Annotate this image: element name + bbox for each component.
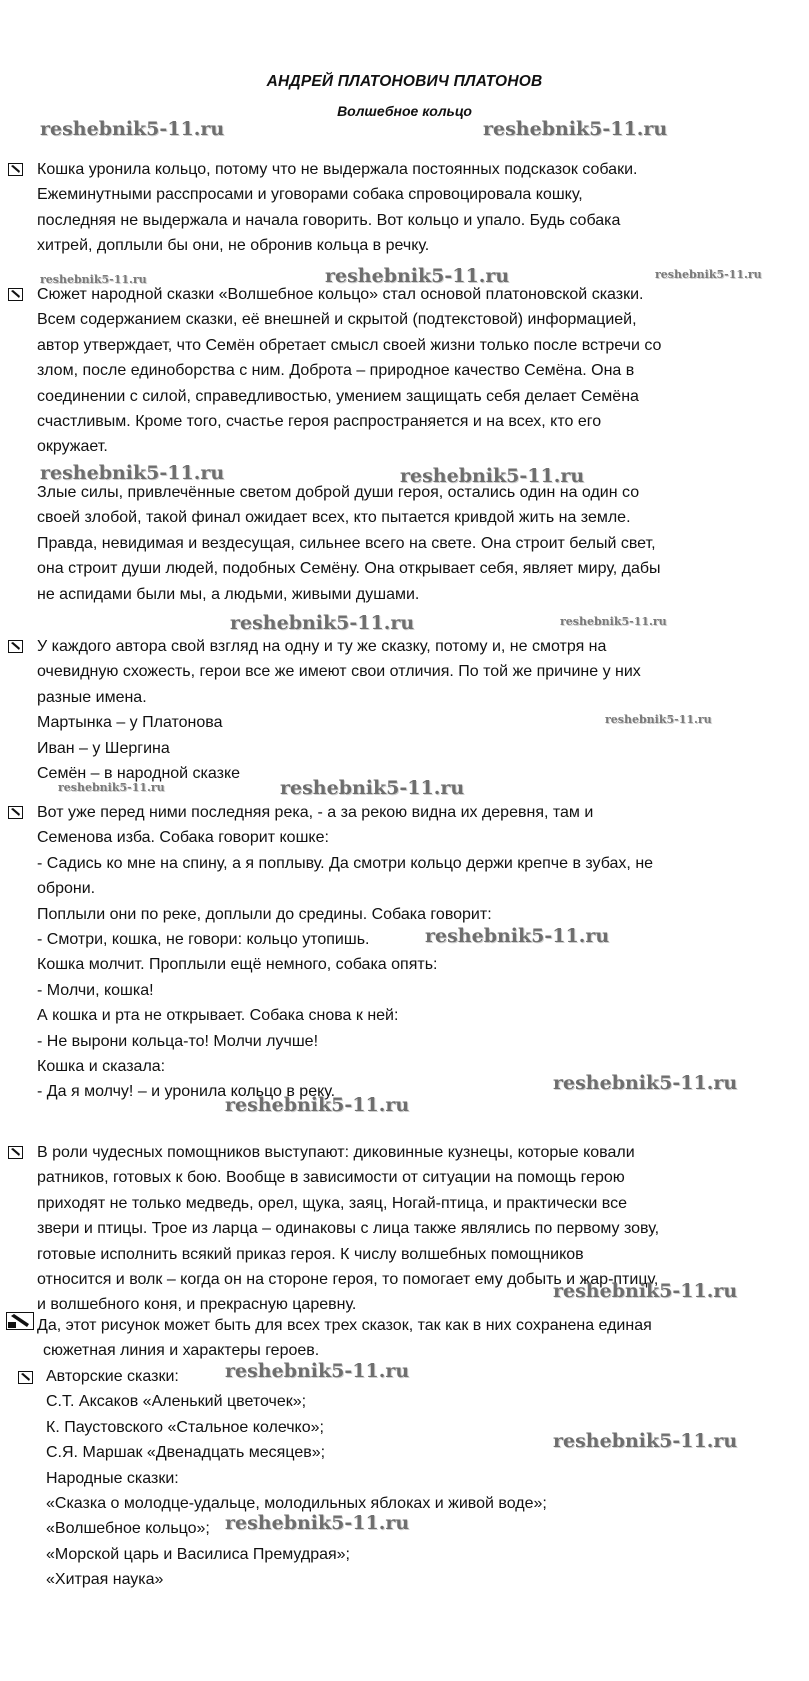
watermark: reshebnik5-11.ru [325,265,510,287]
text-line: «Хитрая наука» [46,1571,164,1589]
answer-4 [37,800,757,1105]
watermark: reshebnik5-11.ru [40,118,225,140]
text-line: - Да я молчу! – и уронила кольцо в реку. [37,1083,336,1101]
text-line: относится и волк – когда он на стороне героя, то помогает ему добыть и жар-птицу, [37,1271,659,1289]
pencil-icon [8,288,23,301]
pencil-icon [8,806,23,819]
pencil-icon [8,1146,23,1159]
answer-2 [37,282,757,460]
text-line: - Не вырони кольца-то! Молчи лучше! [37,1032,319,1050]
text-line: она строит души людей, подобных Семёну. Она открывает себя, являет миру, дабы [37,560,661,578]
text-line: приходят не только медведь, орел, щука, заяц, Ногай-птица, и практически все [37,1194,627,1212]
text-line: соединении с силой, справедливостью, умением защищать себя делает Семёна [37,387,639,405]
text-line: Всем содержанием сказки, её внешней и скрытой (подтекстовой) информацией, [37,311,637,329]
text-line: Поплыли они по реке, доплыли до средины. Собака говорит: [37,905,492,923]
text-line: Злые силы, привлечённые светом доброй души героя, остались один на один со [37,484,640,501]
pencil-icon [8,163,23,176]
text-line: счастливым. Кроме того, счастье героя распространяется и на всех, кто его [37,413,602,431]
text-line: - Садись ко мне на спину, а я поплыву. Да смотри кольцо держи крепче в зубах, не [37,854,654,872]
watermark: reshebnik5-11.ru [425,925,610,947]
text-line: окружает. [37,438,108,456]
pencil-icon [6,1312,34,1330]
watermark: reshebnik5-11.ru [553,1072,738,1094]
text-line: последняя не выдержала и начала говорить. Вот кольцо и упало. Будь собака [37,211,621,229]
text-line: Авторские сказки: [46,1368,179,1385]
watermark: reshebnik5-11.ru [655,268,762,281]
watermark: reshebnik5-11.ru [225,1360,410,1382]
text-line: Иван – у Шергина [37,739,170,757]
text-line: В роли чудесных помощников выступают: диковинные кузнецы, которые ковали [37,1144,635,1161]
text-line: Ежеминутными расспросами и уговорами собака спровоцировала кошку, [37,186,583,204]
text-line: и волшебного коня, и прекрасную царевну. [37,1296,357,1314]
text-line: сюжетная линия и характеры героев. [43,1342,320,1360]
text-line: очевидную схожесть, герои все же имеют свои отличия. По той же причине у них [37,663,641,681]
text-line: Кошка молчит. Проплыли ещё немного, собака опять: [37,956,438,974]
text-line: - Молчи, кошка! [37,981,154,999]
text-line: ратников, готовых к бою. Вообще в зависимости от ситуации на помощь герою [37,1169,625,1187]
watermark: reshebnik5-11.ru [225,1094,410,1116]
watermark: reshebnik5-11.ru [605,713,712,726]
answer-2-continued [37,480,757,607]
text-line: Народные сказки: [46,1469,179,1487]
text-line: Да, этот рисунок может быть для всех трех сказок, так как в них сохранена единая [37,1317,652,1334]
watermark: reshebnik5-11.ru [560,615,667,628]
watermark: reshebnik5-11.ru [553,1280,738,1302]
text-line: - Смотри, кошка, не говори: кольцо утопишь. [37,931,370,949]
text-line: А кошка и рта не открывает. Собака снова к ней: [37,1007,399,1025]
text-line: С.Т. Аксаков «Аленький цветочек»; [46,1393,307,1411]
text-line: К. Паустовского «Стальное колечко»; [46,1418,324,1436]
pencil-icon [8,640,23,653]
watermark: reshebnik5-11.ru [225,1512,410,1534]
text-line: Кошка и сказала: [37,1058,166,1076]
watermark: reshebnik5-11.ru [230,612,415,634]
text-line: оброни. [37,880,96,898]
text-line: своей злобой, такой финал ожидает всех, кто пытается кривдой жить на земле. [37,509,631,527]
text-line: Кошка уронила кольцо, потому что не выдержала постоянных подсказок собаки. [37,161,638,178]
text-line: С.Я. Маршак «Двенадцать месяцев»; [46,1444,326,1462]
text-line: разные имена. [37,688,147,706]
text-line: «Волшебное кольцо»; [46,1520,210,1538]
pencil-icon [18,1371,33,1384]
text-line: У каждого автора свой взгляд на одну и ту же сказку, потому и, не смотря на [37,638,607,655]
watermark: reshebnik5-11.ru [280,777,465,799]
author-title: АНДРЕЙ ПЛАТОНОВИЧ ПЛАТОНОВ [266,73,543,90]
text-line: Сюжет народной сказки «Волшебное кольцо» стал основой платоновской сказки. [37,286,644,303]
watermark: reshebnik5-11.ru [483,118,668,140]
answer-1 [37,157,757,259]
answer-6 [37,1313,757,1364]
text-line: злом, после единоборства с ним. Доброта – природное качество Семёна. Она в [37,362,635,380]
text-line: готовые исполнить всякий приказ героя. К числу волшебных помощников [37,1245,584,1263]
watermark: reshebnik5-11.ru [553,1430,738,1452]
text-line: Семенова изба. Собака говорит кошке: [37,829,329,847]
text-line: Мартынка – у Платонова [37,714,223,732]
answer-7 [46,1364,766,1593]
watermark: reshebnik5-11.ru [58,781,165,794]
watermark: reshebnik5-11.ru [40,273,147,286]
text-line: не аспидами были мы, а людьми, живыми душами. [37,585,420,603]
text-line: «Сказка о молодце-удальце, молодильных яблоках и живой воде»; [46,1495,547,1513]
work-title: Волшебное кольцо [337,103,472,119]
text-line: Семён – в народной сказке [37,765,241,783]
text-line: «Морской царь и Василиса Премудрая»; [46,1545,350,1563]
text-line: звери и птицы. Трое из ларца – одинаковы с лица также являлись по первому зову, [37,1220,660,1238]
answer-3 [37,634,757,786]
text-line: Правда, невидимая и вездесущая, сильнее всего на свете. Она строит белый свет, [37,534,656,552]
text-line: Вот уже перед ними последняя река, - а за рекою видна их деревня, там и [37,804,594,821]
text-line: хитрей, доплыли бы они, не обронив кольца в речку. [37,237,430,255]
watermark: reshebnik5-11.ru [400,465,585,487]
text-line: автор утверждает, что Семён обретает смысл своей жизни только после встречи со [37,336,662,354]
watermark: reshebnik5-11.ru [40,462,225,484]
